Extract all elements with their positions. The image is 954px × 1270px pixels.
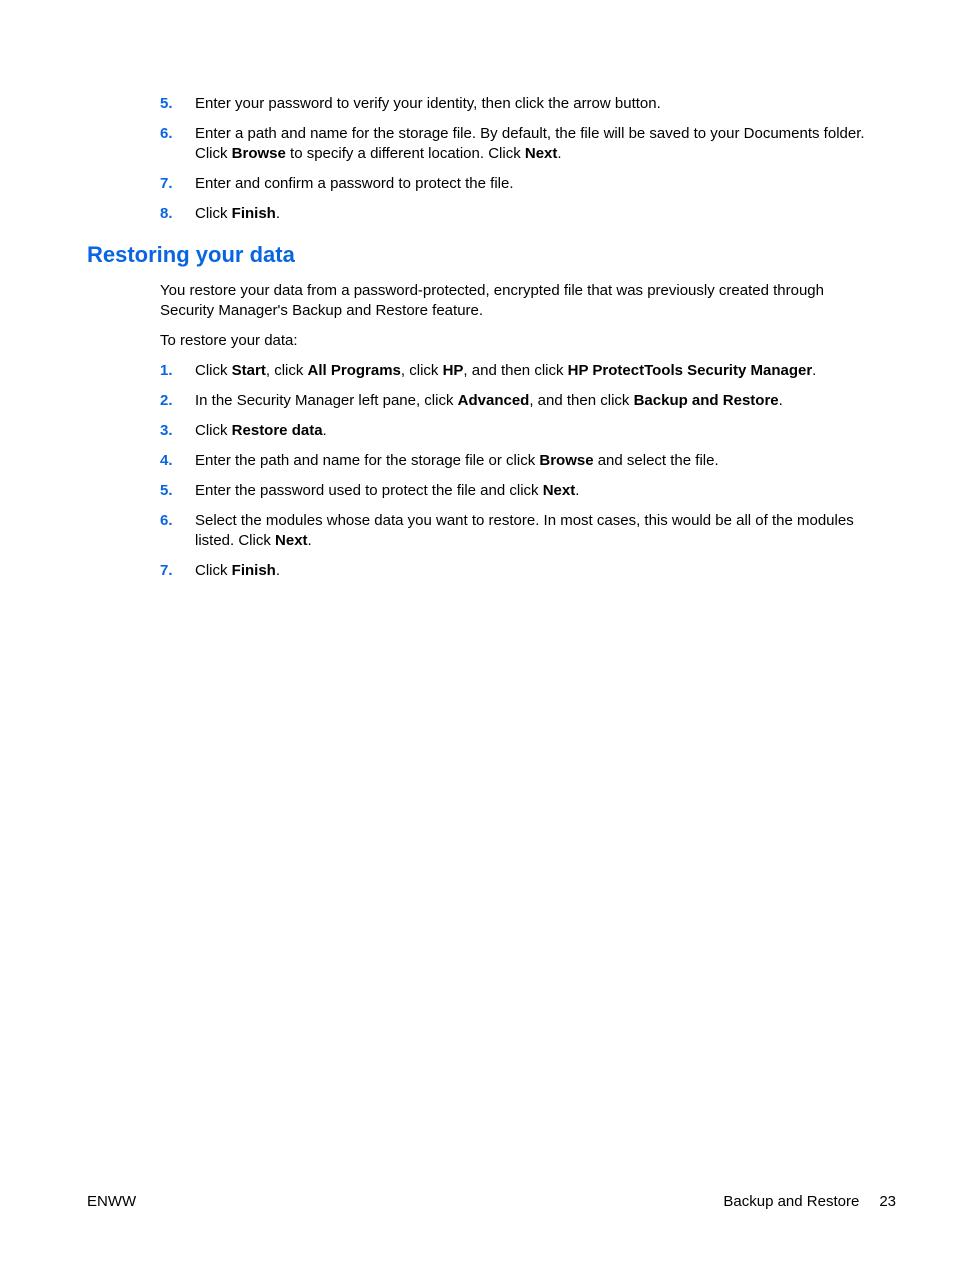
step-text-run: Enter the path and name for the storage file or click — [195, 452, 540, 469]
step-text-run: to specify a different location. Click — [285, 145, 525, 162]
step-text — [195, 422, 327, 439]
list-item — [160, 94, 880, 114]
step-text-run: . — [322, 422, 327, 439]
step-text-run: . — [557, 145, 562, 162]
ui-term: Finish — [231, 205, 276, 222]
section-title: Restoring your data — [87, 242, 295, 267]
step-text-run: Click — [195, 422, 232, 439]
ui-term: Next — [275, 532, 308, 549]
list-item — [160, 481, 880, 501]
steps-list-top — [160, 94, 880, 234]
ui-term: Backup and Restore — [633, 392, 779, 409]
ui-term: Advanced — [457, 392, 530, 409]
steps-list-restore — [160, 361, 880, 591]
step-text-run: Click — [195, 562, 232, 579]
step-text-run: . — [275, 205, 281, 222]
intro-paragraph: You restore your data from a password-protected, encrypted file that was previously created through Security Manager's Backup and Restore feature. — [160, 282, 824, 319]
ui-term: Restore data — [231, 422, 323, 439]
step-text — [195, 362, 816, 379]
step-text-run: , and then click — [463, 362, 568, 379]
step-text-run: Click — [195, 205, 232, 222]
step-number: 6. — [160, 125, 173, 142]
step-number: 2. — [160, 392, 173, 409]
list-item — [160, 204, 880, 224]
step-text — [195, 512, 854, 549]
ui-term: Browse — [539, 452, 594, 469]
step-number: 6. — [160, 512, 173, 529]
step-text-run: Click — [195, 362, 232, 379]
ui-term: All Programs — [307, 362, 401, 379]
list-item — [160, 511, 880, 551]
footer-section: Backup and Restore — [723, 1193, 860, 1210]
step-number: 7. — [160, 562, 173, 579]
step-text-run: Enter a path and name for the storage file. By default, the file will be saved to your Documents folder. Click — [195, 125, 865, 162]
step-text-run: Enter and confirm a password to protect the file. — [195, 175, 514, 192]
step-text — [195, 562, 280, 579]
step-text — [195, 452, 719, 469]
step-number: 1. — [160, 362, 173, 379]
lead-in-text: To restore your data: — [160, 332, 298, 349]
ui-term: HP ProtectTools Security Manager — [567, 362, 813, 379]
step-text — [195, 482, 579, 499]
step-text-run: . — [812, 362, 817, 379]
list-item — [160, 391, 880, 411]
step-text — [195, 125, 865, 162]
list-item — [160, 361, 880, 381]
step-text-run: . — [307, 532, 312, 549]
step-number: 5. — [160, 482, 173, 499]
list-item — [160, 174, 880, 194]
step-number: 3. — [160, 422, 173, 439]
step-text-run: Enter the password used to protect the file and click — [195, 482, 543, 499]
step-number: 4. — [160, 452, 173, 469]
page-number: 23 — [879, 1193, 896, 1210]
step-text-run: and select the file. — [593, 452, 719, 469]
step-text-run: . — [575, 482, 580, 499]
step-text — [195, 392, 783, 409]
step-text-run: Enter your password to verify your identity, then click the arrow button. — [195, 95, 661, 112]
step-text — [195, 205, 280, 222]
list-item — [160, 451, 880, 471]
step-text-run: In the Security Manager left pane, click — [195, 392, 458, 409]
footer-left: ENWW — [87, 1193, 137, 1210]
ui-term: Browse — [231, 145, 286, 162]
ui-term: Start — [231, 362, 266, 379]
list-item — [160, 421, 880, 441]
step-text-run: , and then click — [529, 392, 634, 409]
step-number: 5. — [160, 95, 173, 112]
ui-term: Next — [524, 145, 558, 162]
step-text-run: . — [275, 562, 281, 579]
list-item — [160, 561, 880, 581]
step-text-run: Select the modules whose data you want to restore. In most cases, this would be all of the modules listed. Click — [195, 512, 854, 549]
ui-term: Finish — [231, 562, 276, 579]
step-text-run: . — [778, 392, 783, 409]
step-text-run: , click — [265, 362, 308, 379]
step-number: 7. — [160, 175, 173, 192]
step-text-run: , click — [400, 362, 443, 379]
list-item — [160, 124, 880, 164]
footer-right — [723, 1192, 896, 1212]
ui-term: HP — [442, 362, 464, 379]
step-text — [195, 175, 514, 192]
step-number: 8. — [160, 205, 173, 222]
step-text — [195, 95, 661, 112]
ui-term: Next — [542, 482, 576, 499]
